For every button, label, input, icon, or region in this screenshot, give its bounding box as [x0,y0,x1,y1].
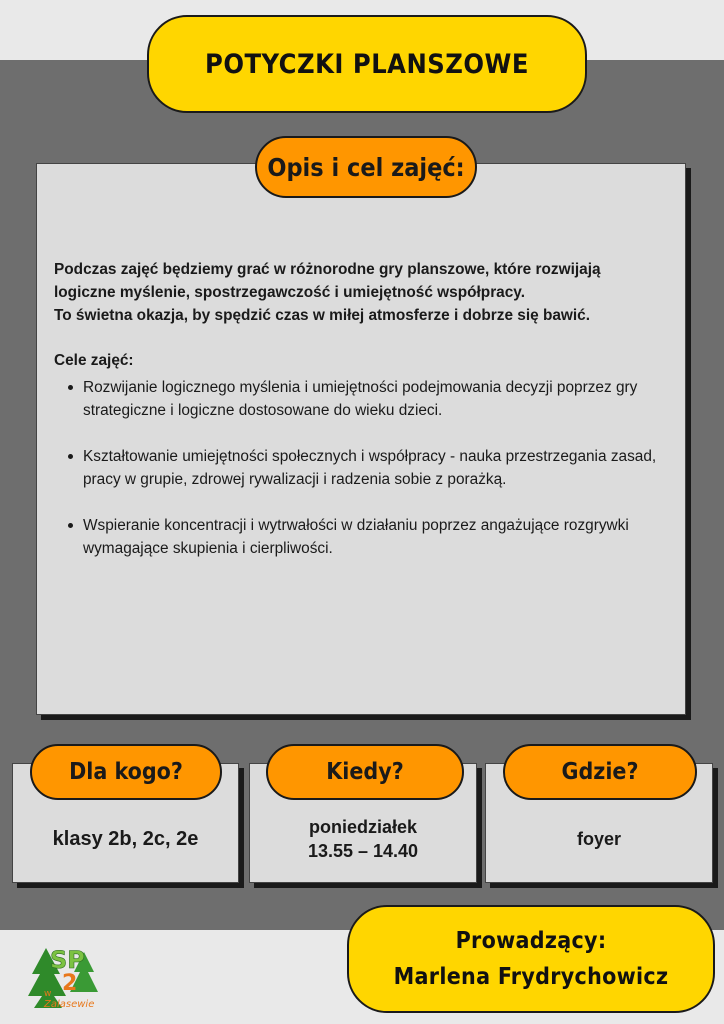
intro-line: logiczne myślenie, spostrzegawczość i umiejętność współpracy. [54,284,525,301]
page-title: POTYCZKI PLANSZOWE [147,15,587,113]
intro-text [54,258,674,327]
when-day: poniedziałek [308,817,417,837]
intro-line: To świetna okazja, by spędzić czas w miłej atmosferze i dobrze się bawić. [54,307,591,324]
who-value: klasy 2b, 2c, 2e [52,827,199,850]
goal-item: Kształtowanie umiejętności społecznych i współpracy - nauka przestrzegania zasad, pracy w grupie, zdrowej rywalizacji i radzenia sobie z porażką. [65,445,677,491]
description-heading: Opis i cel zajęć: [255,136,477,198]
goals-list [65,376,677,583]
logo-place: Zalasewie [44,999,95,1010]
logo-letters: SP [50,946,85,974]
goal-item: Wspieranie koncentracji i wytrwałości w działaniu poprzez angażujące rozgrywki wymagające skupienia i cierpliwości. [65,514,677,560]
where-heading: Gdzie? [503,744,697,800]
when-time: 13.55 – 14.40 [307,841,419,861]
leader-box [347,905,715,1013]
logo-prefix: w [44,989,52,999]
who-heading: Dla kogo? [30,744,222,800]
logo-number: 2 [62,971,78,996]
goals-title: Cele zajęć: [54,352,134,369]
goal-item: Rozwijanie logicznego myślenia i umiejętności podejmowania decyzji poprzez gry strategiczne i logiczne dostosowane do wieku dzieci. [65,376,677,422]
when-heading: Kiedy? [266,744,464,800]
leader-label: Prowadzący: [455,928,607,954]
where-value: foyer [576,828,621,849]
intro-line: Podczas zajęć będziemy grać w różnorodne gry planszowe, które rozwijają [54,261,601,278]
school-logo [28,938,104,1012]
leader-name: Marlena Frydrychowicz [393,964,669,990]
